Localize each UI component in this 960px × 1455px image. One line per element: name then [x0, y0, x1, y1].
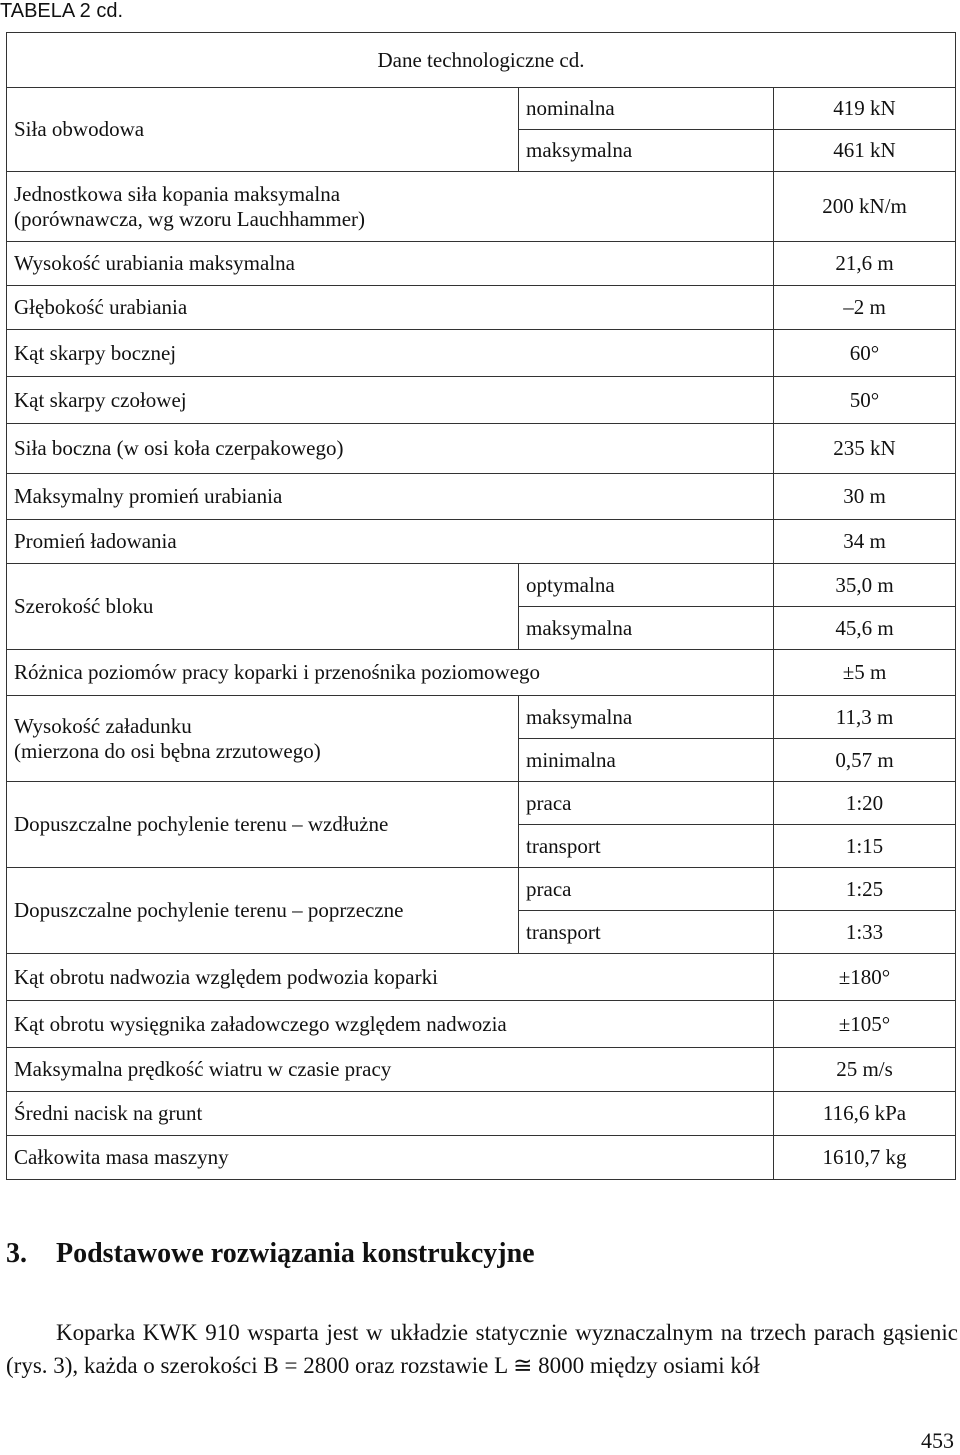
row-label-jednostkowa	[7, 172, 774, 242]
row-label-sila-obwodowa: Siła obwodowa	[7, 88, 519, 172]
row-sub: transport	[519, 825, 774, 868]
row-sub: optymalna	[519, 564, 774, 607]
row-label-sila-boczna: Siła boczna (w osi koła czerpakowego)	[7, 424, 774, 474]
row-value: 25 m/s	[774, 1048, 956, 1092]
row-label-obrot-wysiegnika: Kąt obrotu wysięgnika załadowczego względem nadwozia	[7, 1001, 774, 1048]
row-value: 419 kN	[774, 88, 956, 130]
row-value: 50°	[774, 377, 956, 424]
row-label-roznica: Różnica poziomów pracy koparki i przenośnika poziomowego	[7, 650, 774, 696]
row-label-szerokosc: Szerokość bloku	[7, 564, 519, 650]
label-line: (porównawcza, wg wzoru Lauchhammer)	[14, 206, 366, 231]
row-label-pochylenie-poprzeczne: Dopuszczalne pochylenie terenu – poprzeczne	[7, 868, 519, 954]
row-value: 116,6 kPa	[774, 1092, 956, 1136]
row-label-glebokosc: Głębokość urabiania	[7, 286, 774, 330]
technical-data-table	[6, 32, 956, 1180]
row-label-pochylenie-wzdluzne: Dopuszczalne pochylenie terenu – wzdłużne	[7, 782, 519, 868]
row-label-skarpa-boczna: Kąt skarpy bocznej	[7, 330, 774, 377]
row-value: 1:33	[774, 911, 956, 954]
row-value: 11,3 m	[774, 696, 956, 739]
row-value: 34 m	[774, 520, 956, 564]
row-value: 1:15	[774, 825, 956, 868]
row-value: 1:25	[774, 868, 956, 911]
row-label-masa: Całkowita masa maszyny	[7, 1136, 774, 1180]
section-number: 3.	[6, 1238, 27, 1269]
row-value: ±105°	[774, 1001, 956, 1048]
row-sub: maksymalna	[519, 607, 774, 650]
row-value: ±180°	[774, 954, 956, 1001]
row-value: 0,57 m	[774, 739, 956, 782]
label-line: Wysokość załadunku	[14, 713, 192, 738]
row-sub: transport	[519, 911, 774, 954]
row-label-promien-ladowania: Promień ładowania	[7, 520, 774, 564]
row-value: 45,6 m	[774, 607, 956, 650]
label-line: (mierzona do osi bębna zrzutowego)	[14, 738, 321, 763]
row-value: 60°	[774, 330, 956, 377]
row-value: 1610,7 kg	[774, 1136, 956, 1180]
row-sub: maksymalna	[519, 130, 774, 172]
row-value: 461 kN	[774, 130, 956, 172]
row-label-obrot-nadwozia: Kąt obrotu nadwozia względem podwozia koparki	[7, 954, 774, 1001]
table-caption: TABELA 2 cd.	[0, 0, 124, 22]
row-sub: nominalna	[519, 88, 774, 130]
row-value: 35,0 m	[774, 564, 956, 607]
row-value: 30 m	[774, 474, 956, 520]
row-label-nacisk: Średni nacisk na grunt	[7, 1092, 774, 1136]
row-label-wysokosc: Wysokość urabiania maksymalna	[7, 242, 774, 286]
label-line: Jednostkowa siła kopania maksymalna	[14, 181, 341, 206]
row-label-wiatr: Maksymalna prędkość wiatru w czasie pracy	[7, 1048, 774, 1092]
page-number: 453	[921, 1428, 954, 1453]
row-value: 1:20	[774, 782, 956, 825]
row-value: 200 kN/m	[774, 172, 956, 242]
row-sub: maksymalna	[519, 696, 774, 739]
row-value: ±5 m	[774, 650, 956, 696]
table-title: Dane technologiczne cd.	[7, 33, 956, 88]
row-value: 235 kN	[774, 424, 956, 474]
section-title: Podstawowe rozwiązania konstrukcyjne	[56, 1238, 535, 1269]
row-value: 21,6 m	[774, 242, 956, 286]
row-label-promien-urabiania: Maksymalny promień urabiania	[7, 474, 774, 520]
row-value: –2 m	[774, 286, 956, 330]
row-sub: praca	[519, 868, 774, 911]
body-paragraph: Koparka KWK 910 wsparta jest w układzie statycznie wyznaczalnym na trzech parach gąsienic (rys. 3), każda o szerokości B = 2800 oraz rozstawie L ≅ 8000 między osiami kół	[6, 1320, 958, 1378]
row-label-skarpa-czolowa: Kąt skarpy czołowej	[7, 377, 774, 424]
section-heading	[6, 1238, 535, 1270]
row-label-zaladunek	[7, 696, 519, 782]
row-sub: praca	[519, 782, 774, 825]
row-sub: minimalna	[519, 739, 774, 782]
